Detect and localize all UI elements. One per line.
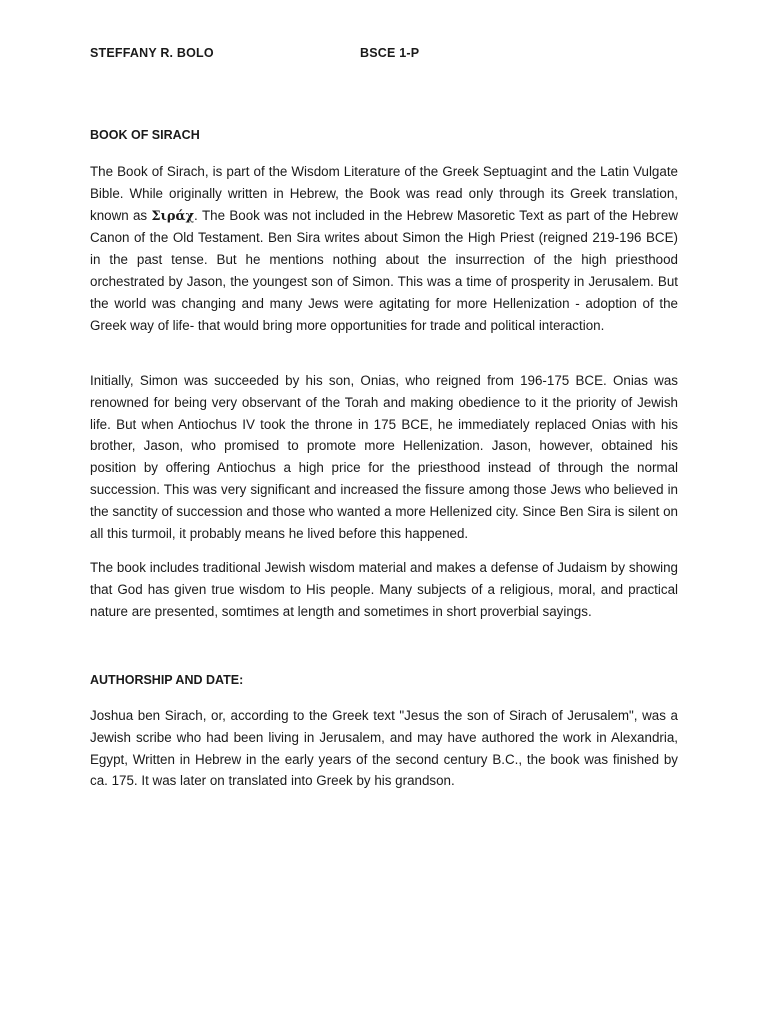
section-title-book-of-sirach: BOOK OF SIRACH [90,128,200,142]
paragraph-intro [90,161,678,336]
author-name: STEFFANY R. BOLO [90,46,214,60]
paragraph-authorship: Joshua ben Sirach, or, according to the Greek text "Jesus the son of Sirach of Jerusalem", was a Jewish scribe who had been living in Jerusalem, and may have authored the work in Alexandria, Egypt, Written in Hebrew in the early years of the second century B.C., the book was finished by ca. 175. It was later on translated into Greek by his grandson. [90,708,678,789]
course-code: BSCE 1-P [360,46,420,60]
greek-term: Σιράχ [151,208,195,224]
paragraph-content: The book includes traditional Jewish wisdom material and makes a defense of Judaism by showing that God has given true wisdom to His people. Many subjects of a religious, moral, and practical nature are presented, somtimes at length and sometimes in short proverbial sayings. [90,560,678,619]
paragraph-intro-text-start: The Book of Sirach, is part of the Wisdom Literature of the Greek Septuagint and the Latin Vulgate Bible. While originally written in Hebrew, the Book was read only through its Greek translation, known as [90,164,678,223]
paragraph-succession: Initially, Simon was succeeded by his son, Onias, who reigned from 196-175 BCE. Onias was renowned for being very observant of the Torah and making obedience to it the priority of Jewish life. But when Antiochus IV took the throne in 175 BCE, he immediately replaced Onias with his brother, Jason, who promised to promote more Hellenization. Jason, however, obtained his position by offering Antiochus a high price for the priesthood instead of through the normal succession. This was very significant and increased the fissure among those Jews who believed in the sanctity of succession and those who wanted a more Hellenized city. Since Ben Sira is silent on all this turmoil, it probably means he lived before this happened. [90,373,678,541]
section-title-authorship: AUTHORSHIP AND DATE: [90,673,244,687]
document-page [90,0,678,1024]
paragraph-intro-text-end: . The Book was not included in the Hebrew Masoretic Text as part of the Hebrew Canon of the Old Testament. Ben Sira writes about Simon the High Priest (reigned 219-196 BCE) in the past tense. But he mentions nothing about the insurrection of the high priesthood orchestrated by Jason, the youngest son of Simon. This was a time of prosperity in Jerusalem. But the world was changing and many Jews were agitating for more Hellenization - adoption of the Greek way of life- that would bring more opportunities for trade and political interaction. [90,207,678,333]
